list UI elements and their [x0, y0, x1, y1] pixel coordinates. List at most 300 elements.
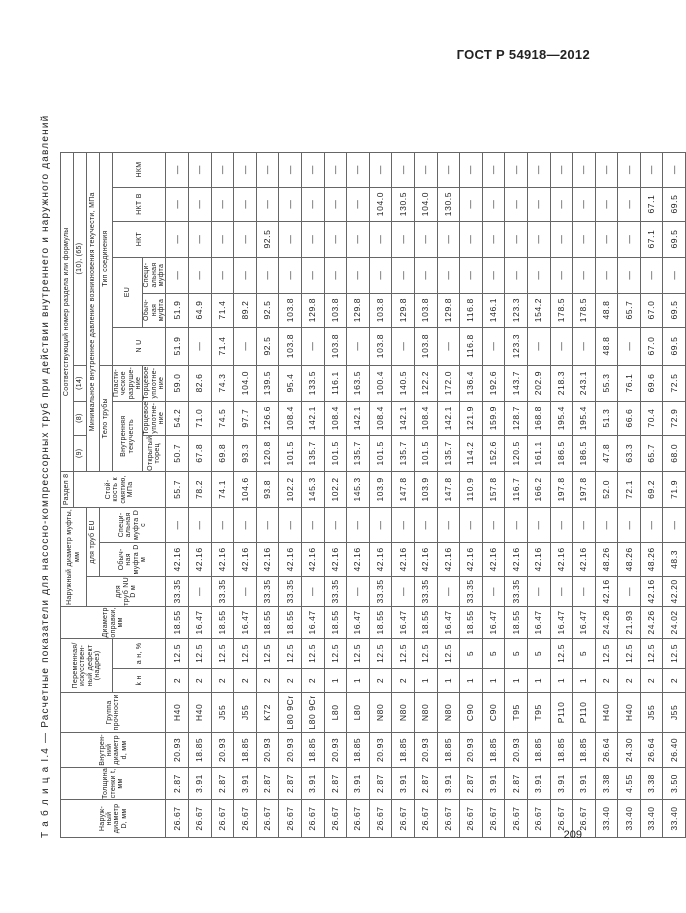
table-cell: N80 — [437, 692, 460, 732]
table-cell: — — [595, 507, 618, 542]
table-cell: 33.40 — [663, 800, 686, 838]
table-cell: 101.5 — [369, 435, 392, 471]
table-cell: 63.3 — [618, 435, 641, 471]
table-cell: 103.8 — [279, 293, 302, 327]
table-cell: — — [527, 221, 550, 257]
table-cell: 197.8 — [573, 471, 596, 507]
table-cell: 12.5 — [640, 638, 663, 668]
table-cell: 20.93 — [414, 732, 437, 767]
table-cell: 26.67 — [505, 800, 528, 838]
table-cell: 142.1 — [392, 401, 415, 435]
table-cell: 5 — [460, 638, 483, 668]
table-cell: — — [211, 257, 234, 293]
table-cell: 12.5 — [279, 638, 302, 668]
table-cell: 108.4 — [279, 401, 302, 435]
table-cell: 74.5 — [211, 401, 234, 435]
table-cell: 76.1 — [618, 365, 641, 401]
table-cell: 2 — [640, 668, 663, 692]
table-cell: 16.47 — [234, 606, 257, 638]
table-cell: 12.5 — [595, 638, 618, 668]
table-cell: 16.47 — [550, 606, 573, 638]
table-cell: 108.4 — [414, 401, 437, 435]
table-cell: 2 — [189, 668, 212, 692]
table-cell: 33.35 — [256, 576, 279, 606]
table-cell: — — [301, 257, 324, 293]
table-cell: 42.16 — [527, 542, 550, 576]
table-cell: H40 — [166, 692, 189, 732]
col-header-f9: (9) — [74, 435, 87, 471]
table-cell: 12.5 — [211, 638, 234, 668]
table-cell: 5 — [482, 638, 505, 668]
table-cell: 12.5 — [550, 638, 573, 668]
table-cell: 129.8 — [392, 293, 415, 327]
table-cell: 2 — [166, 668, 189, 692]
table-cell: 3.91 — [301, 767, 324, 799]
table-cell: 2 — [392, 668, 415, 692]
table-cell: 1 — [414, 668, 437, 692]
table-cell: — — [414, 221, 437, 257]
table-cell: — — [234, 327, 257, 365]
table-cell: 69.8 — [211, 435, 234, 471]
table-cell: — — [301, 187, 324, 221]
table-cell: 129.8 — [347, 293, 370, 327]
table-cell: — — [663, 507, 686, 542]
table-cell: — — [256, 257, 279, 293]
table-cell: — — [595, 221, 618, 257]
table-cell: 101.5 — [279, 435, 302, 471]
table-cell: 12.5 — [324, 638, 347, 668]
table-row — [550, 152, 573, 837]
table-cell: 2.87 — [460, 767, 483, 799]
table-cell: 24.26 — [640, 606, 663, 638]
table-cell: 42.16 — [189, 542, 212, 576]
table-row — [166, 152, 189, 837]
table-cell: — — [482, 257, 505, 293]
table-cell: 5 — [573, 638, 596, 668]
table-cell: — — [166, 507, 189, 542]
table-cell: 12.5 — [189, 638, 212, 668]
table-cell: 26.67 — [256, 800, 279, 838]
table-cell: 12.5 — [663, 638, 686, 668]
table-cell: 65.7 — [640, 435, 663, 471]
col-header-strength-group: Группа прочности — [61, 692, 166, 732]
table-cell: 135.7 — [392, 435, 415, 471]
table-cell: 24.26 — [595, 606, 618, 638]
table-cell: 2.87 — [256, 767, 279, 799]
table-cell: 103.8 — [414, 327, 437, 365]
table-cell: C90 — [482, 692, 505, 732]
table-cell: 92.5 — [256, 327, 279, 365]
table-cell: 68.0 — [663, 435, 686, 471]
table-cell: — — [392, 576, 415, 606]
col-header-pipe-body: Тело трубы — [100, 365, 113, 471]
table-cell: 2 — [256, 668, 279, 692]
table-cell: 102.2 — [324, 471, 347, 507]
table-cell: — — [414, 257, 437, 293]
table-cell: 48.26 — [618, 542, 641, 576]
table-cell: 161.1 — [527, 435, 550, 471]
table-cell: 72.1 — [618, 471, 641, 507]
table-cell: — — [460, 257, 483, 293]
table-cell: 104.0 — [234, 365, 257, 401]
table-cell: 146.1 — [482, 293, 505, 327]
table-cell: — — [573, 187, 596, 221]
table-cell: 3.91 — [392, 767, 415, 799]
table-cell: 126.6 — [256, 401, 279, 435]
table-cell: — — [211, 152, 234, 187]
table-cell: 142.1 — [437, 401, 460, 435]
table-cell: 95.4 — [279, 365, 302, 401]
table-cell: — — [437, 507, 460, 542]
table-cell: — — [550, 327, 573, 365]
table-cell: — — [256, 187, 279, 221]
table-cell: 42.16 — [166, 542, 189, 576]
table-cell: — — [166, 221, 189, 257]
col-header-plastic: Пласти-ческое разруше-ние — [113, 366, 143, 400]
table-cell: 33.35 — [505, 576, 528, 606]
table-cell: 71.4 — [211, 293, 234, 327]
col-header-kn: k н — [113, 668, 166, 692]
table-cell: 103.8 — [279, 327, 302, 365]
table-row — [234, 152, 257, 837]
col-header-nkt: НКТ — [113, 221, 166, 257]
table-cell: 20.93 — [166, 732, 189, 767]
table-cell: 101.5 — [414, 435, 437, 471]
table-cell: 172.0 — [437, 365, 460, 401]
table-cell: 20.93 — [505, 732, 528, 767]
table-cell: 178.5 — [550, 293, 573, 327]
table-cell: 218.3 — [550, 365, 573, 401]
table-cell: 103.8 — [324, 293, 347, 327]
table-cell: H40 — [595, 692, 618, 732]
table-cell: — — [414, 152, 437, 187]
col-header-transitional: Переменная/ искусствен-ный дефект (надрез) — [61, 638, 113, 692]
table-cell: — — [211, 187, 234, 221]
table-cell: 12.5 — [301, 638, 324, 668]
table-cell: J55 — [234, 692, 257, 732]
table-cell: 42.16 — [211, 542, 234, 576]
table-cell: — — [234, 187, 257, 221]
table-cell: — — [505, 152, 528, 187]
table-cell: 103.8 — [324, 327, 347, 365]
table-cell: 42.16 — [595, 576, 618, 606]
table-cell: — — [189, 152, 212, 187]
table-cell: — — [437, 221, 460, 257]
table-cell: 16.47 — [573, 606, 596, 638]
table-cell: 2 — [618, 668, 641, 692]
table-row — [301, 152, 324, 837]
table-cell: — — [301, 221, 324, 257]
table-cell: — — [527, 152, 550, 187]
table-row — [527, 152, 550, 837]
table-cell: — — [527, 576, 550, 606]
col-header-f14: (14) — [74, 365, 87, 401]
table-cell: 116.8 — [460, 293, 483, 327]
table-cell: 168.8 — [527, 401, 550, 435]
table-row — [324, 152, 347, 837]
table-cell: — — [505, 507, 528, 542]
table-cell: 2 — [234, 668, 257, 692]
table-cell: — — [392, 221, 415, 257]
table-cell: — — [460, 187, 483, 221]
table-cell: — — [166, 257, 189, 293]
table-cell: — — [640, 257, 663, 293]
col-header-regular-coupling: Обыч-ная муфта D м — [100, 542, 166, 576]
table-cell: 186.5 — [550, 435, 573, 471]
table-cell: 3.38 — [640, 767, 663, 799]
table-cell: J55 — [211, 692, 234, 732]
table-cell: 71.4 — [211, 327, 234, 365]
table-cell: 1 — [550, 668, 573, 692]
table-cell: — — [324, 152, 347, 187]
table-cell: — — [460, 152, 483, 187]
table-cell: 26.67 — [189, 800, 212, 838]
table-cell: 18.85 — [392, 732, 415, 767]
table-cell: 48.8 — [595, 327, 618, 365]
table-cell: — — [640, 507, 663, 542]
table-cell: — — [324, 221, 347, 257]
table-cell: 48.3 — [663, 542, 686, 576]
table-cell: 54.2 — [166, 401, 189, 435]
table-cell: 166.2 — [527, 471, 550, 507]
table-cell: — — [234, 152, 257, 187]
table-cell: 104.0 — [414, 187, 437, 221]
table-cell: 152.6 — [482, 435, 505, 471]
table-cell: — — [437, 257, 460, 293]
col-header-inner-diameter: Внутрен-ний диаметр d, мм — [61, 732, 166, 767]
table-cell: 157.8 — [482, 471, 505, 507]
table-cell: 16.47 — [527, 606, 550, 638]
col-header-eu-group: для труб EU — [87, 507, 100, 576]
table-cell: 42.16 — [234, 542, 257, 576]
table-cell: — — [347, 507, 370, 542]
table-row — [369, 152, 392, 837]
table-cell: 69.5 — [663, 187, 686, 221]
table-row — [595, 152, 618, 837]
table-cell: — — [279, 152, 302, 187]
table-cell: — — [550, 257, 573, 293]
col-header-internal-yield: Внутренняя текучесть — [113, 401, 143, 471]
table-cell: 33.35 — [211, 576, 234, 606]
table-cell: — — [550, 507, 573, 542]
table-cell: 51.9 — [166, 293, 189, 327]
table-cell: — — [369, 152, 392, 187]
table-cell: — — [189, 257, 212, 293]
table-cell: — — [189, 327, 212, 365]
table-cell: — — [482, 152, 505, 187]
table-cell: — — [505, 221, 528, 257]
table-cell: 5 — [527, 638, 550, 668]
table-cell: P110 — [550, 692, 573, 732]
table-cell: 42.16 — [640, 576, 663, 606]
table-cell: 2.87 — [324, 767, 347, 799]
table-cell: 2 — [211, 668, 234, 692]
table-cell: 69.5 — [663, 221, 686, 257]
table-cell: 5 — [505, 638, 528, 668]
table-cell: 18.85 — [573, 732, 596, 767]
table-cell: 116.1 — [324, 365, 347, 401]
table-cell: 202.9 — [527, 365, 550, 401]
table-cell: 42.16 — [437, 542, 460, 576]
table-cell: — — [573, 221, 596, 257]
table-cell: 42.16 — [550, 542, 573, 576]
table-cell: 2 — [595, 668, 618, 692]
table-cell: — — [279, 257, 302, 293]
table-cell: — — [460, 221, 483, 257]
table-cell: — — [573, 576, 596, 606]
table-cell: 18.85 — [482, 732, 505, 767]
table-cell: 51.3 — [595, 401, 618, 435]
table-cell: 18.85 — [347, 732, 370, 767]
table-cell: 2.87 — [166, 767, 189, 799]
table-cell: 26.67 — [482, 800, 505, 838]
table-cell: 33.35 — [414, 576, 437, 606]
table-cell: 93.3 — [234, 435, 257, 471]
table-cell: 67.1 — [640, 187, 663, 221]
table-cell: 72.5 — [663, 365, 686, 401]
table-cell: 142.1 — [301, 401, 324, 435]
table-cell: 89.2 — [234, 293, 257, 327]
table-cell: 20.93 — [460, 732, 483, 767]
table-cell: 26.67 — [550, 800, 573, 838]
table-cell: 12.5 — [166, 638, 189, 668]
table-cell: 97.7 — [234, 401, 257, 435]
table-cell: — — [573, 327, 596, 365]
table-cell: 1 — [347, 668, 370, 692]
table-cell: 12.5 — [347, 638, 370, 668]
table-row — [211, 152, 234, 837]
table-cell: 42.16 — [482, 542, 505, 576]
col-header-coupling-od: Наружный диаметр муфты, мм — [61, 507, 87, 606]
table-cell: 20.93 — [211, 732, 234, 767]
table-cell: 110.9 — [460, 471, 483, 507]
table-cell: 116.7 — [505, 471, 528, 507]
table-cell: 48.8 — [595, 293, 618, 327]
table-cell: 21.93 — [618, 606, 641, 638]
table-cell: 42.16 — [301, 542, 324, 576]
table-cell: 26.67 — [369, 800, 392, 838]
table-cell: 42.16 — [505, 542, 528, 576]
table-cell: — — [301, 576, 324, 606]
col-header-connection-type: Тип соединения — [100, 152, 113, 365]
table-cell: 135.7 — [437, 435, 460, 471]
table-cell: 18.55 — [279, 606, 302, 638]
table-cell: 140.5 — [392, 365, 415, 401]
table-cell: 18.55 — [460, 606, 483, 638]
table-cell: 67.1 — [640, 221, 663, 257]
table-row — [414, 152, 437, 837]
table-cell: 1 — [573, 668, 596, 692]
table-cell: — — [573, 152, 596, 187]
table-cell: — — [301, 507, 324, 542]
table-cell: 26.67 — [460, 800, 483, 838]
table-cell: 26.67 — [527, 800, 550, 838]
table-cell: 42.16 — [347, 542, 370, 576]
col-header-capped-end-plastic: Торцевое уплотне-ние — [143, 366, 166, 400]
table-cell: 26.67 — [573, 800, 596, 838]
table-cell: 18.55 — [505, 606, 528, 638]
table-cell: 103.8 — [369, 327, 392, 365]
table-cell: — — [550, 221, 573, 257]
table-cell: — — [279, 221, 302, 257]
table-row — [279, 152, 302, 837]
table-cell: 136.4 — [460, 365, 483, 401]
table-cell: 20.93 — [369, 732, 392, 767]
table-cell: 18.85 — [437, 732, 460, 767]
table-cell: 33.35 — [324, 576, 347, 606]
table-cell: 33.35 — [166, 576, 189, 606]
table-cell: 145.3 — [301, 471, 324, 507]
table-cell: 186.5 — [573, 435, 596, 471]
table-cell: — — [618, 327, 641, 365]
col-header-eu: EU — [113, 257, 143, 327]
table-cell: 12.5 — [437, 638, 460, 668]
table-cell: — — [437, 327, 460, 365]
table-cell: 2 — [279, 668, 302, 692]
table-cell: 121.9 — [460, 401, 483, 435]
table-cell: 2.87 — [369, 767, 392, 799]
table-cell: C90 — [460, 692, 483, 732]
table-cell: — — [347, 187, 370, 221]
table-cell: 33.40 — [618, 800, 641, 838]
table-cell: 129.8 — [437, 293, 460, 327]
table-cell: 69.5 — [663, 327, 686, 365]
table-cell: 74.3 — [211, 365, 234, 401]
table-cell: 82.6 — [189, 365, 212, 401]
rotated-page-content — [40, 78, 679, 838]
table-row — [505, 152, 528, 837]
table-cell: 197.8 — [550, 471, 573, 507]
table-cell: 26.64 — [640, 732, 663, 767]
table-cell: 18.55 — [369, 606, 392, 638]
table-cell: — — [663, 152, 686, 187]
col-header-nu: N U — [113, 327, 166, 365]
table-cell: 123.3 — [505, 327, 528, 365]
table-cell: L80 9Cr — [279, 692, 302, 732]
table-cell: 59.0 — [166, 365, 189, 401]
table-cell: 69.6 — [640, 365, 663, 401]
table-row — [392, 152, 415, 837]
table-cell: 2.87 — [279, 767, 302, 799]
table-cell: 100.4 — [369, 365, 392, 401]
col-header-an: a н, % — [113, 638, 166, 668]
table-cell: 26.67 — [234, 800, 257, 838]
table-cell: 33.35 — [369, 576, 392, 606]
table-cell: — — [550, 152, 573, 187]
table-cell: — — [550, 187, 573, 221]
table-cell: 42.16 — [369, 542, 392, 576]
table-cell: 1 — [437, 668, 460, 692]
table-cell: L80 9Cr — [301, 692, 324, 732]
table-cell: 48.26 — [595, 542, 618, 576]
table-cell: J55 — [663, 692, 686, 732]
table-cell: 69.2 — [640, 471, 663, 507]
table-cell: 26.67 — [279, 800, 302, 838]
table-cell: 51.9 — [166, 327, 189, 365]
table-cell: 26.67 — [437, 800, 460, 838]
table-cell: 26.67 — [324, 800, 347, 838]
table-cell: 42.16 — [573, 542, 596, 576]
table-cell: — — [573, 257, 596, 293]
table-cell: 143.7 — [505, 365, 528, 401]
table-cell: 20.93 — [324, 732, 347, 767]
table-cell: 12.5 — [414, 638, 437, 668]
table-cell: — — [595, 257, 618, 293]
table-cell: 4.55 — [618, 767, 641, 799]
table-cell: 3.38 — [595, 767, 618, 799]
table-cell: T95 — [527, 692, 550, 732]
table-cell: 145.3 — [347, 471, 370, 507]
